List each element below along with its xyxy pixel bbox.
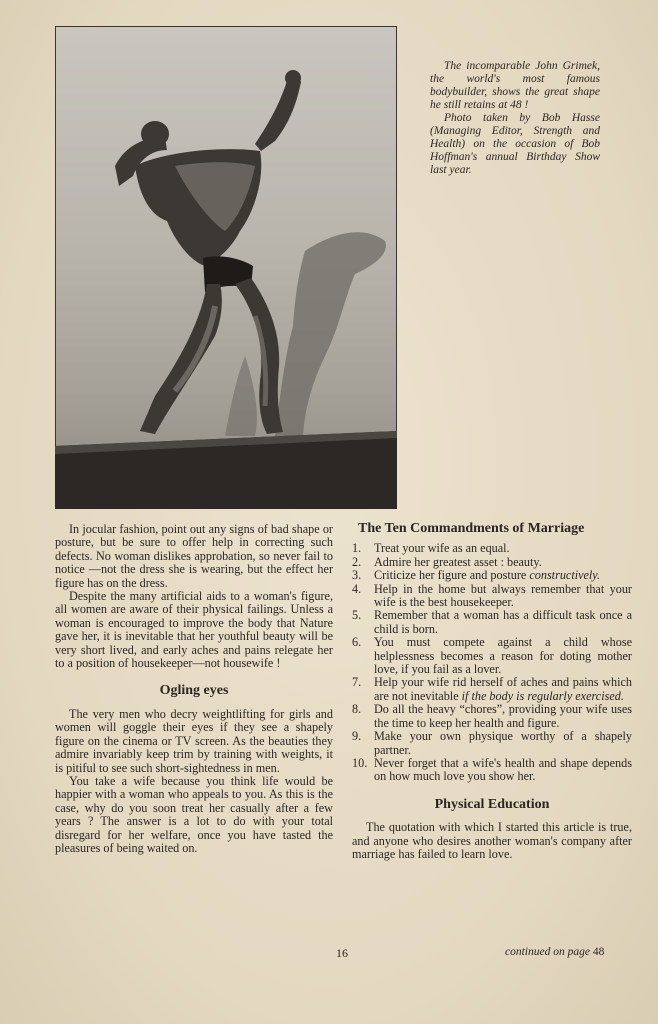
commandment-text <box>374 676 632 703</box>
right-paragraph-1: The quotation with which I started this article is true, and anyone who desires another woman's company after marriage has failed to learn love. <box>352 820 632 861</box>
left-paragraph-3: The very men who decry weightlifting for girls and women will goggle their eyes if they see a shapely figure on the cinema or TV screen. As the beauties they admire invariably keep trim by training with weights, it is pitiful to see such short-sightedness in men. <box>55 706 333 775</box>
commandment-number: 7. <box>352 675 362 690</box>
commandment-number: 4. <box>352 581 362 596</box>
commandment-text <box>374 542 632 555</box>
left-column <box>55 523 333 855</box>
commandment-main-text: You must compete against a child whose helplessness becomes a reason for doting mother love, if you fail as a lover. <box>374 635 632 677</box>
left-paragraph-1: In jocular fashion, point out any signs of bad shape or posture, but be sure to offer help in correcting such defects. No woman dislikes approbation, so never fail to notice —not the dress she is wearing, but the effect her figure has on the dress. <box>55 522 333 590</box>
left-paragraph-2: Despite the many artificial aids to a woman's figure, all women are aware of their physical failings. Unless a woman is encouraged to improve the body that Nature gave her, it is inevitable that her youthful beauty will be very short lived, and early aches and pains relegate her to a position of housekeeper—not housewife ! <box>55 589 333 671</box>
commandment-item <box>352 676 632 703</box>
commandment-item <box>352 757 632 784</box>
commandment-text <box>374 556 632 569</box>
physical-education-heading: Physical Education <box>434 796 550 812</box>
ogling-eyes-heading: Ogling eyes <box>159 683 229 699</box>
commandment-item <box>352 542 632 555</box>
commandment-number: 8. <box>352 702 362 717</box>
continued-label: continued on page <box>505 946 590 958</box>
continued-page: 48 <box>592 946 605 958</box>
caption-paragraph-2: Photo taken by Bob Hasse (Managing Editor, Strength and Health) on the occasion of Bob Hoffman's annual Birthday Show last year. <box>430 112 600 176</box>
commandment-emphasis: if the body is regularly exercised. <box>461 688 624 703</box>
commandment-text <box>374 609 632 636</box>
commandments-list <box>352 542 632 783</box>
bodybuilder-figure-illustration <box>55 26 397 509</box>
commandment-item <box>352 636 632 676</box>
bodybuilder-photo <box>55 26 397 509</box>
caption-paragraph-1: The incomparable John Grimek, the world's most famous bodybuilder, shows the great shape he still retains at 48 ! <box>430 60 600 111</box>
commandment-number: 2. <box>352 554 362 569</box>
commandment-item <box>352 730 632 757</box>
commandment-main-text: Criticize her figure and posture <box>374 568 530 583</box>
commandment-item <box>352 583 632 610</box>
commandment-main-text: Make your own physique worthy of a shapely partner. <box>374 729 632 757</box>
commandment-text <box>374 730 632 757</box>
commandment-item <box>352 556 632 569</box>
commandment-main-text: Never forget that a wife's health and shape depends on how much love you show her. <box>374 755 632 784</box>
continued-note <box>505 946 604 958</box>
commandment-text <box>374 703 632 730</box>
page-number: 16 <box>336 946 348 960</box>
commandment-main-text: Do all the heavy “chores”, providing your wife uses the time to keep her health and figure. <box>374 702 632 730</box>
commandment-main-text: Help in the home but always remember that your wife is the best housekeeper. <box>374 581 632 610</box>
right-column <box>352 522 632 861</box>
commandment-text <box>374 636 632 676</box>
commandment-number: 9. <box>352 729 362 744</box>
commandment-item <box>352 703 632 730</box>
commandment-main-text: Admire her greatest asset : beauty. <box>374 554 542 569</box>
commandment-main-text: Remember that a woman has a difficult task once a child is born. <box>374 608 632 636</box>
commandment-text <box>374 757 632 784</box>
commandment-emphasis: constructively. <box>529 568 601 583</box>
commandment-number: 3. <box>352 568 362 583</box>
commandment-item <box>352 609 632 636</box>
commandment-text <box>374 569 632 582</box>
commandment-number: 5. <box>352 608 362 623</box>
commandments-heading: The Ten Commandments of Marriage <box>358 521 585 536</box>
commandment-number: 10. <box>352 755 368 770</box>
photo-caption <box>430 60 600 177</box>
commandment-number: 6. <box>352 635 362 650</box>
commandment-main-text: Help your wife rid herself of aches and pains which are not inevitable <box>374 675 632 703</box>
commandment-number: 1. <box>352 541 362 556</box>
commandment-item <box>352 569 632 582</box>
left-paragraph-4: You take a wife because you think life would be happier with a woman who appeals to you. As this is the case, why do you soon treat her casually after a few years ? The answer is a lot to do with your total disregard for her welfare, once you have tasted the pleasures of being waited on. <box>55 773 333 855</box>
commandment-main-text: Treat your wife as an equal. <box>374 541 510 556</box>
commandment-text <box>374 583 632 610</box>
